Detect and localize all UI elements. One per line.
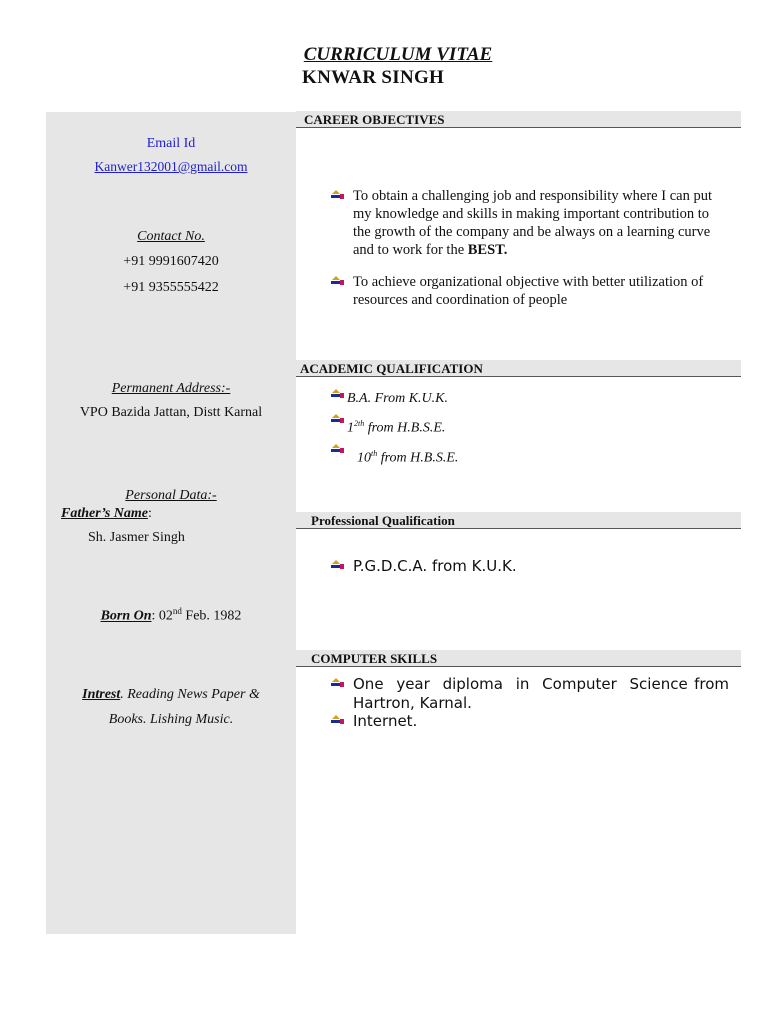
- list-item: [331, 386, 458, 411]
- list-item: [331, 557, 517, 575]
- father-name-label-row: [61, 506, 152, 522]
- academic-qualification-heading: ACADEMIC QUALIFICATION: [296, 360, 741, 377]
- arrow-bullet-icon: [331, 677, 345, 689]
- born-on-rest: Feb. 1982: [181, 608, 242, 624]
- address-label: Permanent Address:-: [111, 381, 231, 396]
- born-on-day: : 02: [151, 608, 173, 624]
- interest-line-1: [46, 682, 296, 707]
- computer-item-1: One year diploma in Computer Science from Hartron, Karnal.: [353, 675, 734, 712]
- academic-item-2-sup: 2th: [354, 419, 365, 428]
- interest-text-1: . Reading News Paper &: [120, 687, 260, 702]
- academic-item-1: B.A. From K.U.K.: [347, 391, 448, 406]
- professional-item-1: P.G.D.C.A. from K.U.K.: [353, 557, 517, 575]
- born-on-row: [46, 606, 296, 625]
- list-item: [331, 273, 726, 309]
- father-colon: :: [147, 506, 152, 521]
- phone-1: +91 9991607420: [123, 254, 219, 269]
- academic-item-2-pre: 1: [347, 420, 354, 436]
- email-link[interactable]: Kanwer132001@gmail.com: [94, 159, 248, 174]
- personal-data-label: Personal Data:-: [125, 488, 217, 503]
- interest-line-2: Books. Lishing Music.: [108, 712, 234, 727]
- career-item-1-bold: BEST.: [467, 242, 508, 258]
- computer-skills-heading: COMPUTER SKILLS: [296, 650, 741, 667]
- born-on-sup: nd: [172, 606, 182, 616]
- academic-item-3-post: from H.B.S.E.: [377, 450, 459, 466]
- contact-label: Contact No.: [137, 229, 205, 244]
- document-title: CURRICULUM VITAE: [303, 44, 493, 65]
- career-objectives-list: [331, 187, 726, 309]
- arrow-bullet-icon: [331, 388, 345, 400]
- academic-item-3-sup: th: [371, 448, 378, 458]
- list-item: [331, 411, 458, 441]
- arrow-bullet-icon: [331, 189, 345, 201]
- academic-item-2-post: from H.B.S.E.: [364, 420, 446, 436]
- professional-qualification-heading: Professional Qualification: [296, 512, 741, 529]
- computer-item-2: Internet.: [353, 712, 418, 730]
- academic-item-2: [347, 411, 445, 441]
- arrow-bullet-icon: [331, 714, 345, 726]
- arrow-bullet-icon: [331, 443, 345, 455]
- father-name-value: Sh. Jasmer Singh: [88, 530, 185, 545]
- academic-item-3-pre: 10: [357, 450, 371, 466]
- career-objectives-heading: CAREER OBJECTIVES: [296, 111, 741, 128]
- career-item-2-text: To achieve organizational objective with better utilization of resources and coordination of people: [353, 274, 704, 308]
- arrow-bullet-icon: [331, 559, 345, 571]
- computer-skills-list: [331, 675, 734, 731]
- list-item: [331, 675, 734, 712]
- arrow-bullet-icon: [331, 275, 345, 287]
- interest-block: [46, 682, 296, 732]
- list-item: [331, 441, 458, 471]
- list-item: [331, 187, 726, 259]
- father-name-label: Father’s Name: [61, 506, 148, 521]
- career-item-1-text: To obtain a challenging job and responsibility where I can put my knowledge and skills in making important contribution to the growth of the company and be always on a learning curve and to work for the: [353, 188, 712, 258]
- address-value: VPO Bazida Jattan, Distt Karnal: [79, 405, 263, 420]
- arrow-bullet-icon: [331, 413, 345, 425]
- phone-2: +91 9355555422: [123, 280, 219, 295]
- interest-label: Intrest: [82, 687, 121, 702]
- born-on-label: Born On: [100, 608, 152, 624]
- professional-list: [331, 557, 517, 575]
- person-name: KNWAR SINGH: [302, 67, 445, 88]
- list-item: [331, 712, 729, 731]
- academic-item-3: [357, 441, 458, 471]
- email-label: Email Id: [146, 136, 196, 151]
- academic-list: [331, 386, 458, 470]
